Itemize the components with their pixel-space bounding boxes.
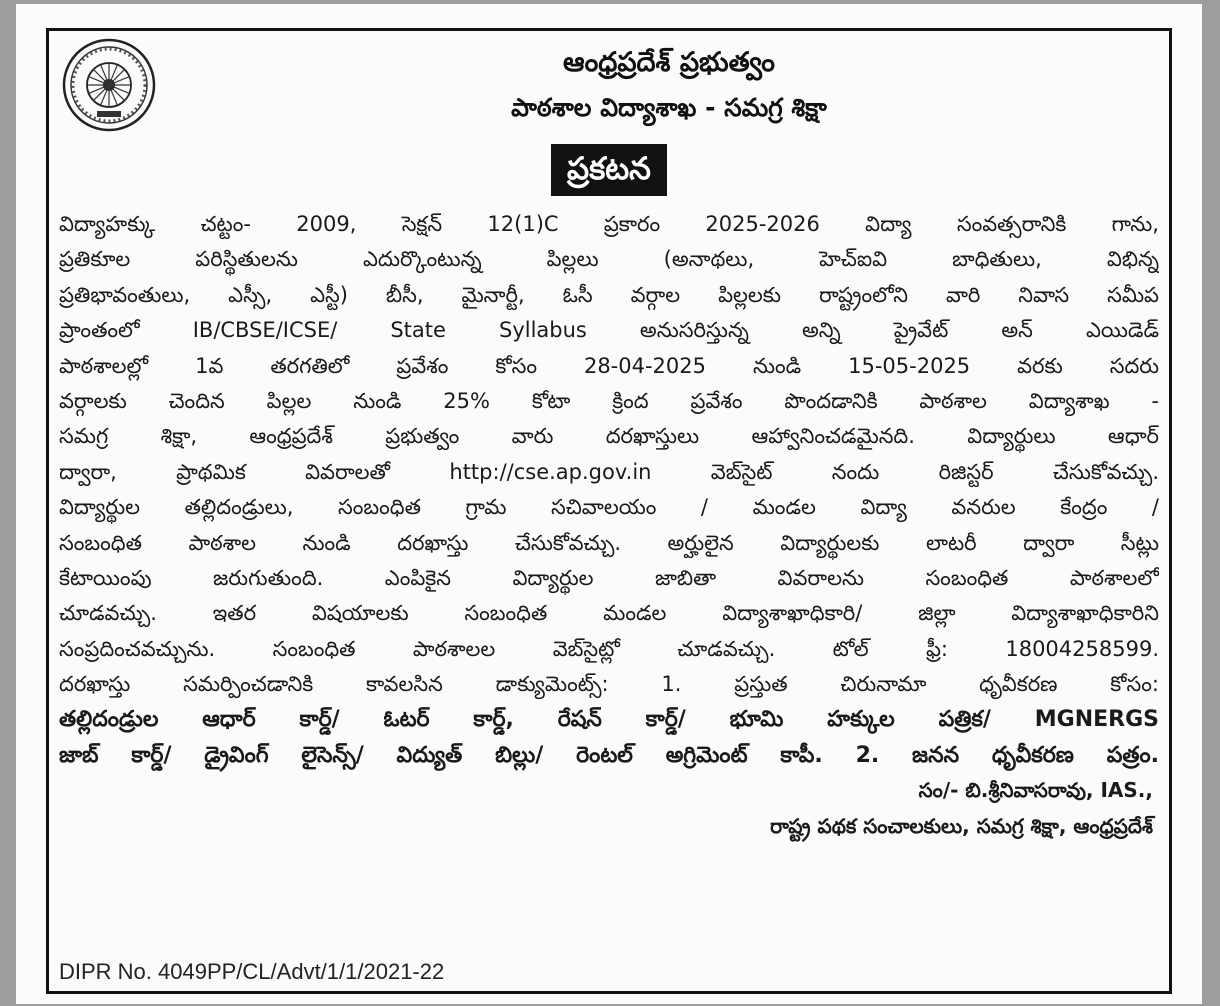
body-line: సంబంధిత పాఠశాల నుండి దరఖాస్తు చేసుకోవచ్చు. అర్హులైన విద్యార్థులకు లాటరీ ద్వారా సీట్లు — [59, 530, 1159, 555]
dipr-reference: DIPR No. 4049PP/CL/Advt/1/1/2021-22 — [59, 959, 445, 984]
body-line: ప్రాంతంలో IB/CBSE/ICSE/ State Syllabus అనుసరిస్తున్న అన్ని ప్రైవేట్ అన్ ఎయిడెడ్ — [59, 318, 1159, 343]
body-line: ప్రతికూల పరిస్థితులను ఎదుర్కొంటున్న పిల్లలు (అనాథలు, హెచ్ఐవి బాధితులు, విభిన్న — [59, 247, 1159, 272]
body-line: విద్యార్థుల తల్లిదండ్రులు, సంబంధిత గ్రామ సచివాలయం / మండల విద్యా వనరుల కేంద్రం / — [59, 495, 1159, 520]
body-line: చూడవచ్చు. ఇతర విషయాలకు సంబంధిత మండల విద్యాశాఖాధికారి/ జిల్లా విద్యాశాఖాధికారిని — [59, 601, 1159, 626]
body-line: ద్వారా, ప్రాథమిక వివరాలతో http://cse.ap.gov.in వెబ్‌సైట్ నందు రిజిస్టర్ చేసుకోవచ్చు. — [59, 459, 1159, 484]
notice-body — [59, 207, 1159, 844]
documents-line: జాబ్ కార్డ్/ డ్రైవింగ్ లైసెన్స్/ విద్యుత్ బిల్లు/ రెంటల్ అగ్రిమెంట్ కాపీ. 2. జనన ధృవీకరణ పత్రం. — [59, 742, 1159, 768]
body-line: సంప్రదించవచ్చును. సంబంధిత పాఠశాలల వెబ్‌సైట్లో చూడవచ్చు. టోల్ ఫ్రీ: 18004258599. — [59, 636, 1159, 661]
body-line: సమగ్ర శిక్షా, ఆంధ్రప్రదేశ్ ప్రభుత్వం వారు దరఖాస్తులు ఆహ్వానించడమైనది. విద్యార్థులు ఆధార్ — [59, 424, 1159, 449]
body-line: కేటాయింపు జరుగుతుంది. ఎంపికైన విద్యార్థుల జాబితా వివరాలను సంబంధిత పాఠశాలలో — [59, 565, 1159, 590]
body-line: వర్గాలకు చెందిన పిల్లల నుండి 25% కోటా క్రింద ప్రవేశం పొందడానికి పాఠశాల విద్యాశాఖ - — [59, 388, 1159, 413]
documents-line: తల్లిదండ్రుల ఆధార్ కార్డ్/ ఓటర్ కార్డ్, రేషన్ కార్డ్/ భూమి హక్కుల పత్రిక/ MGNERGS — [59, 707, 1159, 733]
ap-government-emblem-icon — [61, 37, 157, 133]
body-line: పాఠశాలల్లో 1వ తరగతిలో ప్రవేశం కోసం 28-04-2025 నుండి 15-05-2025 వరకు సదరు — [59, 353, 1159, 378]
body-line: ప్రతిభావంతులు, ఎస్సీ, ఎస్టీ) బీసీ, మైనార్టీ, ఓసీ వర్గాల పిల్లలకు రాష్ట్రంలోని వారి నివాస సమీప — [59, 282, 1159, 307]
notice-title: ప్రకటన — [551, 144, 667, 196]
newspaper-clipping — [16, 4, 1202, 1004]
notice-heading-row — [49, 144, 1169, 196]
body-line: దరఖాస్తు సమర్పించడానికి కావలసిన డాక్యుమెంట్స్: 1. ప్రస్తుత చిరునామా ధృవీకరణ కోసం: — [59, 672, 1159, 697]
government-title: ఆంధ్రప్రదేశ్ ప్రభుత్వం — [563, 47, 775, 78]
department-title: పాఠశాల విద్యాశాఖ - సమగ్ర శిక్షా — [511, 93, 827, 122]
signatory-designation: రాష్ట్ర పథక సంచాలకులు, సమగ్ర శిక్షా, ఆంధ్రప్రదేశ్ — [770, 813, 1153, 838]
signatory-name: సం/- బి.శ్రీనివాసరావు, IAS., — [918, 778, 1153, 803]
advertisement-frame — [46, 28, 1172, 994]
body-line: విద్యాహక్కు చట్టం- 2009, సెక్షన్ 12(1)C ప్రకారం 2025-2026 విద్యా సంవత్సరానికి గాను, — [59, 212, 1159, 236]
